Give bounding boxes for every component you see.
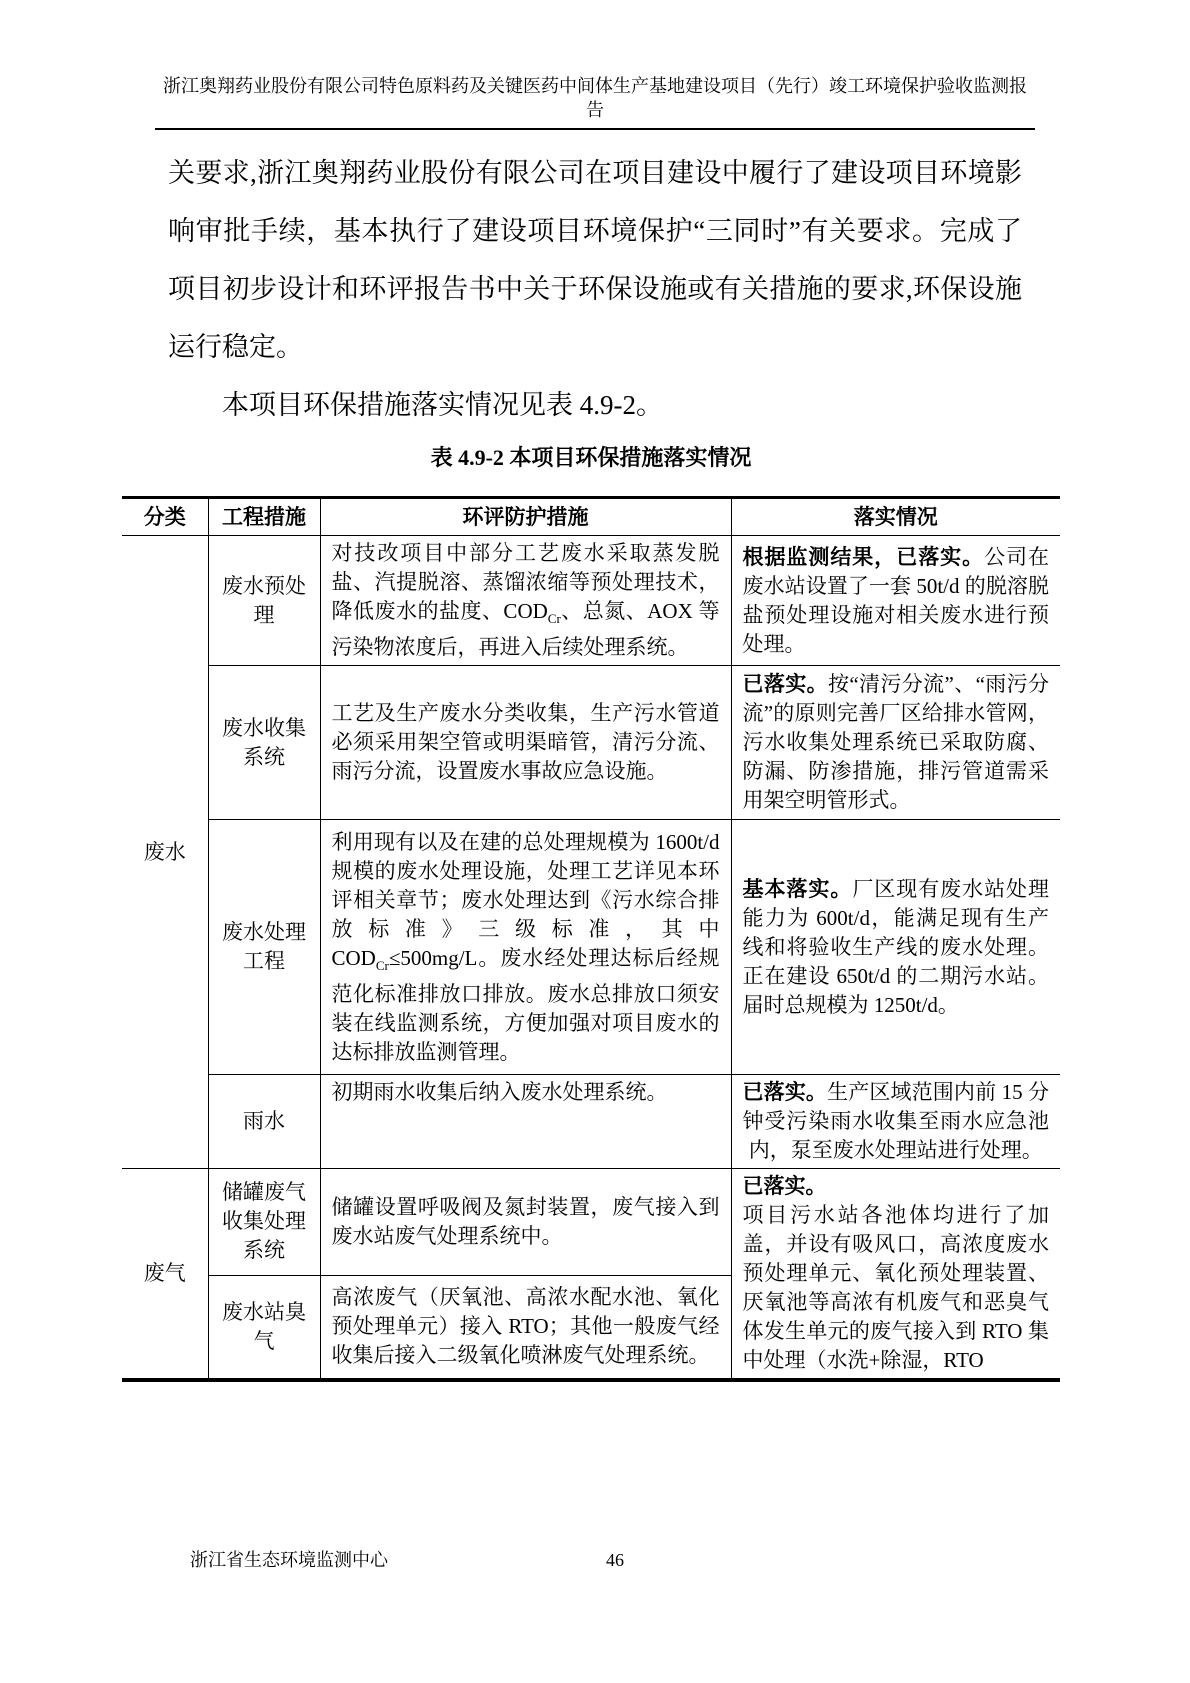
measure-name-cell: 废水收集系统: [208, 666, 320, 820]
measure-name-cell: 雨水: [208, 1075, 320, 1169]
measures-table: [122, 496, 1060, 1382]
footer-organization: 浙江省生态环境监测中心: [190, 1550, 388, 1570]
eia-measure-cell: 利用现有以及在建的总处理规模为 1600t/d 规模的废水处理设施，处理工艺详见本环评相关章节；废水处理达到《污水综合排放标准》三级标准，其中 $COD_{Cr}\le 500mg/L$。废水经处理达标后经规范化标准排放口排放。废水总排放口须安装在线监测系统，方便加强对项目废水的达标排放监测管理。: [320, 820, 731, 1075]
implementation-cell: 已落实。按“清污分流”、“雨污分流”的原则完善厂区给排水管网，污水收集处理系统已采取防腐、防漏、防渗措施，排污管道需采用架空明管形式。: [731, 666, 1060, 820]
category-cell-wastewater: 废水: [122, 536, 208, 1169]
table-row: [122, 666, 1060, 820]
page-header: [155, 74, 1035, 130]
eia-measure-cell: 对技改项目中部分工艺废水采取蒸发脱盐、汽提脱溶、蒸馏浓缩等预处理技术，降低废水的盐度、$COD_{Cr}$、总氮、AOX 等污染物浓度后，再进入后续处理系统。: [320, 536, 731, 666]
eia-measure-cell: 初期雨水收集后纳入废水处理系统。: [320, 1075, 731, 1169]
table-row: [122, 1169, 1060, 1276]
measure-name-cell: 储罐废气收集处理系统: [208, 1169, 320, 1276]
implementation-cell: 已落实。生产区域范围内前 15 分钟受污染雨水收集至雨水应急池内，泵至废水处理站进行处理。: [731, 1075, 1060, 1169]
header-title: 浙江奥翔药业股份有限公司特色原料药及关键医药中间体生产基地建设项目（先行）竣工环境保护验收监测报告: [163, 76, 1027, 120]
eia-measure-cell: 高浓废气（厌氧池、高浓水配水池、氧化预处理单元）接入 RTO；其他一般废气经收集后接入二级氧化喷淋废气处理系统。: [320, 1275, 731, 1380]
page-content: [122, 128, 1060, 1382]
table-caption: 表 4.9-2 本项目环保措施落实情况: [430, 445, 752, 470]
table-row: [122, 1075, 1060, 1169]
eia-measure-cell: 工艺及生产废水分类收集，生产污水管道必须采用架空管或明渠暗管，清污分流、雨污分流，设置废水事故应急设施。: [320, 666, 731, 820]
measure-name-cell: 废水站臭气: [208, 1275, 320, 1380]
col-header-measure: 工程措施: [208, 498, 320, 536]
measure-name-cell: 废水处理工程: [208, 820, 320, 1075]
col-header-eia-measures: 环评防护措施: [320, 498, 731, 536]
table-header-row: [122, 498, 1060, 536]
col-header-implementation: 落实情况: [731, 498, 1060, 536]
category-cell-waste-gas: 废气: [122, 1169, 208, 1381]
paragraph-1: 关要求,浙江奥翔药业股份有限公司在项目建设中履行了建设项目环境影响审批手续，基本执行了建设项目环境保护“三同时”有关要求。完成了项目初步设计和环评报告书中关于环保设施或有关措施的要求,环保设施运行稳定。: [168, 158, 1022, 362]
page-number: 46: [606, 1550, 624, 1570]
implementation-cell: 根据监测结果，已落实。公司在废水站设置了一套 50t/d 的脱溶脱盐预处理设施对相关废水进行预处理。: [731, 536, 1060, 666]
implementation-cell: 基本落实。厂区现有废水站处理能力为 600t/d，能满足现有生产线和将验收生产线的废水处理。正在建设 650t/d 的二期污水站。届时总规模为 1250t/d。: [731, 820, 1060, 1075]
col-header-category: 分类: [122, 498, 208, 536]
eia-measure-cell: 储罐设置呼吸阀及氮封装置，废气接入到废水站废气处理系统中。: [320, 1169, 731, 1276]
paragraph-2: 本项目环保措施落实情况见表 4.9-2。: [222, 390, 663, 420]
implementation-cell-merged: 已落实。 项目污水站各池体均进行了加盖，并设有吸风口，高浓度废水预处理单元、氧化预处理装置、厌氧池等高浓有机废气和恶臭气体发生单元的废气接入到 RTO 集中处理（水洗+除湿，RTO: [731, 1169, 1060, 1381]
table-row: [122, 820, 1060, 1075]
table-row: [122, 536, 1060, 666]
measure-name-cell: 废水预处理: [208, 536, 320, 666]
